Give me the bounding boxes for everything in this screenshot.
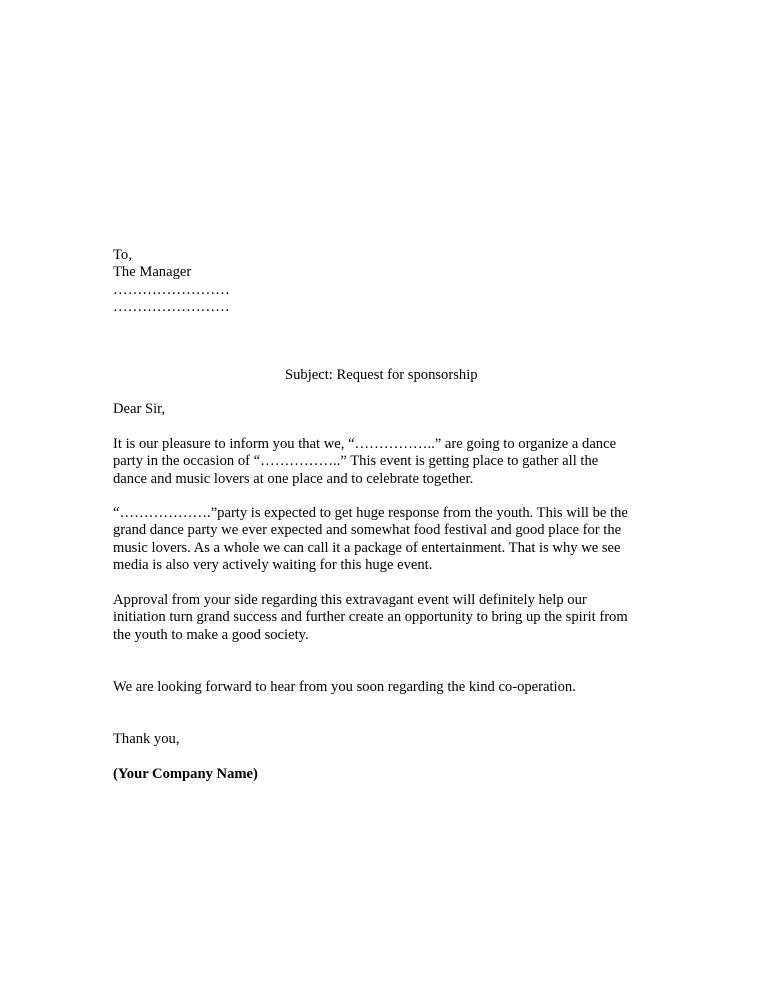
paragraph-3-line: initiation turn grand success and further create an opportunity to bring up the spirit from [113,609,628,626]
closing-text: Thank you, [113,731,180,747]
paragraph-2-line: music lovers. As a whole we can call it a package of entertainment. That is why we see [113,539,621,556]
paragraph-2-line: grand dance party we ever expected and somewhat food festival and good place for the [113,522,622,539]
recipient-address [113,247,658,317]
signature [113,766,658,783]
salutation-text: Dear Sir, [113,401,166,417]
paragraph-4-line: We are looking forward to hear from you soon regarding the kind co-operation. [113,679,576,695]
company-name: (Your Company Name) [113,766,258,782]
paragraph-4 [113,679,658,696]
paragraph-3-line: the youth to make a good society. [113,626,309,643]
subject-text: Subject: Request for sponsorship [285,367,478,383]
paragraph-1-line: It is our pleasure to inform you that we, “……………..” are going to organize a dance [113,436,617,452]
paragraph-1-line: party in the occasion of “……………..” This event is getting place to gather all the [113,453,599,470]
salutation [113,401,658,418]
address-line-2: …………………… [113,299,230,316]
address-recipient: The Manager [113,264,192,281]
paragraph-2-line: media is also very actively waiting for this huge event. [113,557,433,574]
paragraph-1-line: dance and music lovers at one place and to celebrate together. [113,470,474,487]
paragraph-2 [113,505,658,575]
paragraph-2-line: “……………….”party is expected to get huge response from the youth. This will be the [113,505,628,521]
paragraph-1 [113,436,658,488]
closing [113,731,658,748]
paragraph-3-line: Approval from your side regarding this extravagant event will definitely help our [113,592,587,608]
address-to: To, [113,247,132,263]
address-line-1: …………………… [113,281,230,298]
paragraph-3 [113,592,658,644]
subject-line [285,367,585,384]
